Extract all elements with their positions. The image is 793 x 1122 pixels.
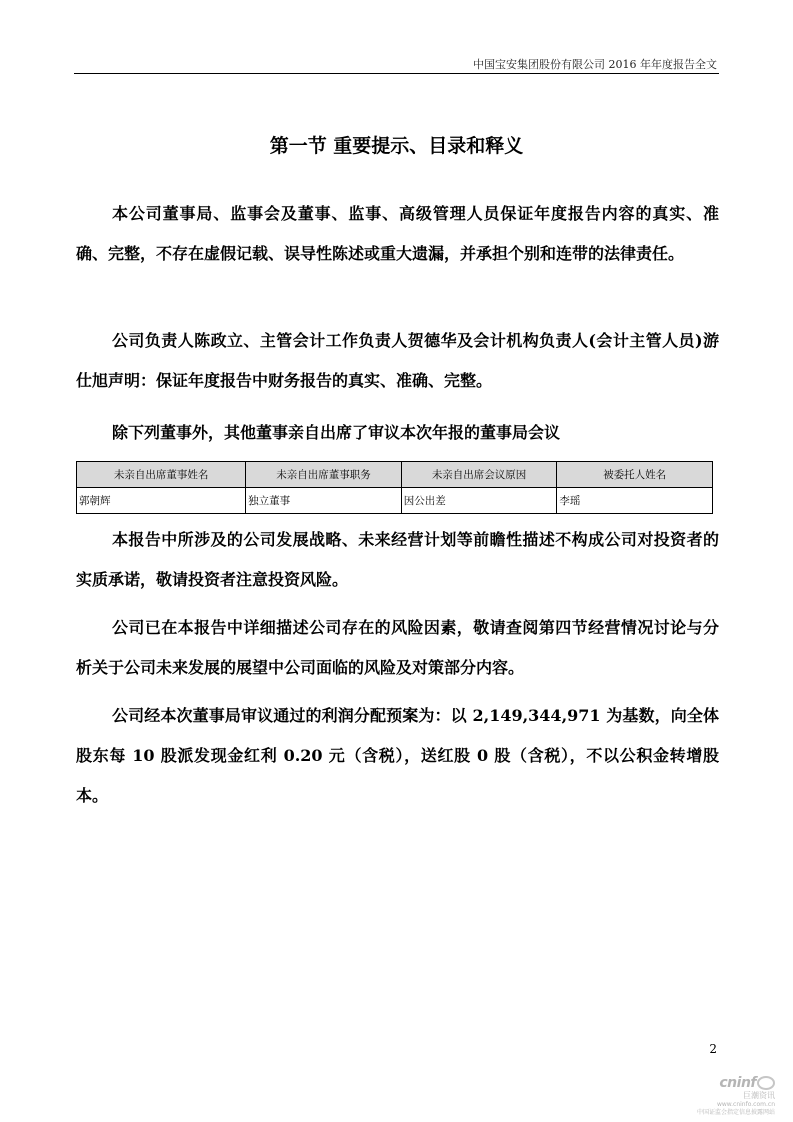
header-rule <box>74 73 719 74</box>
cell-proxy-name: 李瑶 <box>557 488 713 514</box>
paragraph-absent-intro: 除下列董事外，其他董事亲自出席了审议本次年报的董事局会议 <box>112 423 561 442</box>
cninfo-logo-text: cninf <box>719 1075 756 1091</box>
paragraph-responsibility: 本公司董事局、监事会及董事、监事、高级管理人员保证年度报告内容的真实、准确、完整，不存在虚假记载、误导性陈述或重大遗漏，并承担个别和连带的法律责任。 <box>76 204 719 263</box>
header-absent-name: 未亲自出席董事姓名 <box>77 462 246 488</box>
cell-absent-name: 郭朝辉 <box>77 488 246 514</box>
cell-absent-reason: 因公出差 <box>401 488 557 514</box>
table-header-row <box>77 462 713 488</box>
paragraph-forward-looking: 本报告中所涉及的公司发展战略、未来经营计划等前瞻性描述不构成公司对投资者的实质承诺，敬请投资者注意投资风险。 <box>76 530 719 589</box>
cninfo-brand: 巨潮资讯 <box>743 1091 775 1100</box>
absent-directors-table <box>76 461 713 514</box>
page-number: 2 <box>709 1042 717 1056</box>
header-absent-position: 未亲自出席董事职务 <box>246 462 402 488</box>
header-absent-reason: 未亲自出席会议原因 <box>401 462 557 488</box>
paragraph-risk-factors: 公司已在本报告中详细描述公司存在的风险因素，敬请查阅第四节经营情况讨论与分析关于公司未来发展的展望中公司面临的风险及对策部分内容。 <box>76 618 719 677</box>
cninfo-tagline: 中国证监会指定信息披露网站 <box>696 1109 775 1116</box>
running-header: 中国宝安集团股份有限公司 2016 年年度报告全文 <box>473 58 717 71</box>
section-title: 第一节 重要提示、目录和释义 <box>269 135 524 157</box>
paragraph-declaration: 公司负责人陈政立、主管会计工作负责人贺德华及会计机构负责人(会计主管人员)游仕旭声明：保证年度报告中财务报告的真实、准确、完整。 <box>76 331 719 390</box>
cell-absent-position: 独立董事 <box>246 488 402 514</box>
cninfo-watermark <box>675 1072 775 1117</box>
cninfo-url: www.cninfo.com.cn <box>716 1101 775 1108</box>
table-row <box>77 488 713 514</box>
swirl-icon <box>757 1076 775 1090</box>
paragraph-profit-distribution: 公司经本次董事局审议通过的利润分配预案为：以 2,149,344,971 为基数，向全体股东每 10 股派发现金红利 0.20 元（含税），送红股 0 股（含税），不以公积金转增股本。 <box>76 706 719 805</box>
header-proxy-name: 被委托人姓名 <box>557 462 713 488</box>
